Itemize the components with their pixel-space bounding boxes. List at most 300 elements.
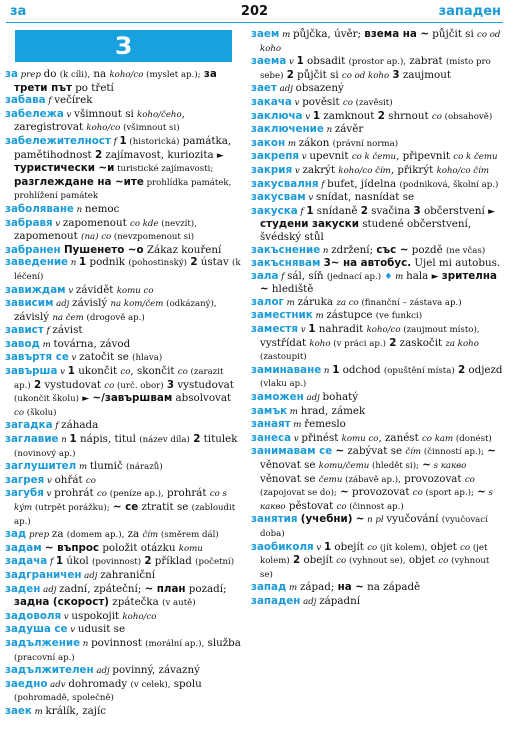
valency-text: co od koho [260,30,501,54]
valency-text: co od koho [341,70,390,81]
valency-text: s какво [430,461,467,471]
entry-headword: заведение [5,256,69,269]
bulgarian-phrase: ~ [355,513,365,526]
dictionary-entry [251,581,503,595]
translation-text: vystřídat [260,336,310,349]
dictionary-entry [5,705,242,719]
dictionary-entry [5,664,242,678]
grammar-label: m [76,462,90,473]
translation-text: snídat, nasnídat se [315,191,415,204]
translation-text: objet [405,554,439,567]
translation-text: zástupce [326,309,376,322]
translation-text: položit otázku [99,541,179,554]
dictionary-entry [5,94,242,108]
grammar-label: m [312,311,327,322]
usage-note: (k léčení) [14,258,241,282]
dictionary-entry [251,110,503,124]
translation-text: povinný, závazný [112,664,200,677]
valency-text: co kde [130,218,159,229]
usage-note: (k cíli), [59,70,91,80]
usage-note: (zapojovat se do); [260,488,337,499]
usage-note: (jet kolem) [260,542,488,567]
usage-note: (novinový ap.) [14,448,76,459]
entry-headword: заек [5,704,32,717]
grammar-label: f [47,557,56,568]
sense-number: 2 [377,109,385,122]
entry-headword: занеса [251,431,292,444]
dictionary-entry [251,418,503,432]
dictionary-entry [5,68,242,94]
translation-text: závidět [75,283,117,296]
valency-text: s какво [260,488,493,512]
left-column [5,28,242,746]
translation-text: přinést [301,431,342,444]
usage-note: (vyhnout se) [260,556,490,580]
entry-headword: закрепя [251,150,300,163]
translation-text: věnovat se [260,459,319,471]
dictionary-entry [251,150,503,164]
grammar-label: m [287,406,301,417]
entry-headword: заместник [251,309,313,322]
bulgarian-phrase: на ~ [337,581,364,594]
usage-note: (činností ap.); [421,447,484,458]
entry-headword: забранен [5,243,61,256]
valency-text: komu [178,543,203,554]
translation-text: bohatý [322,391,359,404]
dictionary-entry [251,595,503,609]
dictionary-entry [251,309,503,323]
valency-text: co s kým [14,489,227,513]
page-number: 202 [240,4,269,19]
translation-text: zapomenout [14,230,82,243]
usage-note: (zastoupit) [260,352,307,363]
valency-text: co [177,367,188,378]
entry-headword: заобиколя [251,540,314,553]
entry-headword: заглавие [5,433,59,446]
usage-note: (právní norma) [332,138,399,149]
bulgarian-phrase: студени закуски [260,218,359,231]
dictionary-entry [5,433,242,460]
entry-headword: загадка [5,419,53,432]
translation-text: večírek [54,94,93,107]
sense-number: 1 [296,55,304,68]
usage-note: (finanční – zástava ap.) [358,297,462,308]
usage-note: (obsahově) [441,111,493,122]
dictionary-entry [251,82,503,96]
translation-text: králík, zajíc [45,704,107,717]
translation-text: ukončit [74,365,121,378]
bulgarian-phrase: за трети път [14,68,217,94]
phrase-arrow-icon: ► [431,271,439,282]
entry-headword: закусвам [251,191,306,204]
dictionary-entry [251,55,503,82]
bulgarian-phrase: зрителна ~ [260,269,497,296]
grammar-label: v [305,193,316,204]
valency-text: co kam [421,433,454,444]
usage-note: (nevzpomenout si) [111,232,195,243]
entry-headword: зала [251,269,279,282]
sense-number: 2 [286,68,294,81]
entry-headword: загубя [5,487,44,500]
dictionary-entry [5,555,242,569]
usage-note: (nárazů) [126,462,163,473]
entry-headword: заглушител [5,460,77,473]
translation-text: , zanést [378,431,422,444]
dictionary-entry [5,528,242,542]
bulgarian-phrase: със ~ [376,243,409,256]
entry-headword: заема [251,55,287,68]
entry-headword: задача [5,555,48,568]
grammar-label: v [313,542,324,553]
grammar-label: v [43,489,55,500]
dictionary-entry [251,191,503,205]
translation-text: , přikrýt [390,163,437,176]
translation-text: obejít [300,554,337,567]
translation-text: spolu [170,677,202,690]
usage-note: (myslet ap.); [143,70,201,80]
grammar-label: v [292,165,303,176]
valency-text: na čem [52,312,84,323]
translation-text: , zaregistrovat [14,107,185,134]
bulgarian-phrase: ~ [335,445,345,458]
sense-number: 1 [69,433,77,446]
translation-text: absolvovat [172,392,232,405]
valency-text: co [438,556,449,567]
translation-text: západní [319,594,360,607]
usage-note: (morální ap.), [145,638,205,649]
entry-headword: занимавам се [251,445,333,458]
grammar-label: v [68,353,80,364]
translation-text: hala [406,269,432,282]
usage-note: (urč. obor) [114,380,164,391]
translation-text: udusit se [77,623,126,636]
dictionary-entry [5,244,242,257]
grammar-label: m [283,297,298,308]
sense-number: 1 [119,134,127,147]
dictionary-entry [5,487,242,528]
translation-text: na západě [363,581,421,594]
usage-note: (domem ap.), [66,530,125,541]
entry-headword: завод [5,337,40,350]
translation-text: Zákaz kouření [143,243,222,256]
translation-text: sál, síň [287,269,327,282]
entry-headword: заключение [251,123,324,136]
grammar-label: m [285,138,299,149]
dictionary-entry [251,244,503,258]
usage-note: (jít kolem), [377,542,428,553]
entry-headword: забравя [5,216,53,229]
valency-text: komu co [116,285,154,296]
grammar-label: f [52,421,62,432]
bulgarian-phrase: взема на ~ [364,28,430,40]
translation-text: obsadit [303,55,349,68]
translation-text: Ujel mi autobus. [411,257,501,270]
dictionary-entry [5,623,242,637]
translation-text: upevnit [309,150,352,163]
entry-headword: заден [5,582,41,595]
header-rule [6,22,503,23]
dictionary-entry [5,474,242,488]
grammar-label: adj [300,596,320,607]
valency-text: co [104,380,115,391]
sense-number: 1 [55,555,64,568]
translation-text: nahradit [315,323,367,336]
grammar-label: v [291,433,302,444]
bulgarian-phrase: ~ въпрос [44,541,100,554]
phrase-arrow-icon: ► [216,150,224,161]
grammar-label: f [297,206,307,217]
grammar-label: n [80,638,92,649]
valency-text: na kom/čem [110,299,164,310]
header-first-word: за [10,4,27,19]
valency-text: komu co [341,433,379,444]
valency-text: co [85,475,96,486]
translation-text: , připevnit [396,150,454,163]
translation-text: záruka [297,295,337,308]
grammar-label: m [39,339,54,350]
grammar-label: adj [40,584,60,595]
translation-text: pověsit [302,95,343,108]
usage-note: (donést) [453,433,492,444]
translation-text: do [43,68,60,80]
entry-headword: закъснение [251,243,321,256]
usage-note: (místo pro sebe) [260,57,491,81]
dictionary-entry [5,135,242,203]
dictionary-entry [251,164,503,178]
dictionary-entry [5,203,242,217]
valency-text: co [336,556,347,567]
sense-number: 2 [389,336,397,349]
usage-note: (činnost ap.) [346,501,404,512]
sense-number: 2 [144,555,152,568]
translation-text: snídaně [313,204,361,217]
usage-note: (pracovní ap.) [14,652,75,663]
entry-headword: забележителност [5,134,111,147]
entry-headword: залог [251,295,284,308]
entry-headword: закон [251,136,286,149]
translation-text: zajímavost, kuriozita [102,148,217,161]
translation-text: pěstovat [285,499,337,512]
translation-text: za [51,528,67,541]
right-column [251,28,503,746]
valency-text: co [96,489,107,500]
translation-text: závislý [14,310,53,323]
translation-text: občerstvení [420,204,489,217]
entry-headword: закрия [251,163,293,176]
grammar-label: v [291,97,303,108]
bulgarian-phrase: ~/завършвам [92,392,173,405]
sense-number: 1 [332,363,340,376]
translation-text: obsazený [295,82,344,95]
valency-text: co [14,407,24,418]
dictionary-entry [251,432,503,446]
entry-headword: закуска [251,204,298,217]
grammar-label: v [63,109,75,120]
phrase-arrow-icon: ► [488,206,496,217]
bulgarian-phrase: ~ [422,459,431,471]
sense-number: 2 [190,256,198,269]
dictionary-entry [5,365,242,419]
translation-text: památka, pamětihodnost [14,134,232,161]
grammar-label: v [299,152,310,163]
valency-text: koho/čeho [137,109,182,120]
valency-text: koho/co [366,325,401,336]
translation-text: závist [52,324,83,337]
grammar-label: f [43,326,53,337]
grammar-label: f [278,271,288,282]
entry-headword: зависим [5,297,54,310]
entry-headword: закъснявам [251,257,321,270]
translation-text: podnik [86,256,129,269]
valency-text: za co [336,297,359,308]
dictionary-entry [5,217,242,244]
sense-number: 3 [413,204,421,217]
valency-text: koho/co [86,123,121,134]
dictionary-entry [5,324,242,338]
translation-text: půjčka, úvěr; [292,28,365,40]
usage-note: (všimnout si) [120,123,180,134]
usage-note: (ve funkci) [375,311,423,322]
translation-text: po třetí [71,81,114,94]
translation-text: odchod [339,363,384,376]
dictionary-entry [5,569,242,583]
usage-note: (název díla) [139,435,190,446]
valency-text: co [464,474,475,485]
translation-text: zabývat se [344,445,406,458]
grammar-label: v [52,218,63,229]
dictionary-entry [251,296,503,310]
dictionary-entry [5,351,242,365]
entry-headword: зад [5,528,27,541]
valency-text: co [412,488,423,499]
translation-text: zamknout [320,109,378,122]
grammar-label: adj [276,84,296,95]
translation-text: zapomenout [62,216,130,229]
valency-text: čím [405,447,422,458]
usage-note: (zaujmout místo), [400,325,480,336]
entry-headword: заем [251,28,280,40]
grammar-label: f [318,179,328,190]
translation-text: hrad, zámek [300,404,366,417]
entry-headword: завиждам [5,283,66,296]
entry-headword: занаят [251,418,291,431]
valency-text: čemu [318,474,343,485]
sense-number: 3 [392,68,400,81]
translation-text: na [90,68,110,80]
entry-headword: заминаване [251,363,322,376]
dictionary-entry [5,637,242,664]
valency-text: co [367,542,378,553]
translation-text: studené občerstvení, švédský stůl [260,218,472,243]
entry-headword: заместя [251,323,299,336]
usage-note: (prostor ap.), [348,57,407,68]
translation-text: tlumič [89,460,127,473]
translation-text: zahraniční [100,568,156,581]
section-letter-box: З [15,30,232,62]
usage-note: (zabloudit ap.) [14,503,236,527]
entry-headword: загрея [5,473,45,486]
grammar-label: v [61,611,72,622]
translation-text: titulek [200,433,238,446]
translation-text: příklad [151,555,196,568]
dictionary-entry [5,583,242,610]
grammar-label: v [67,625,78,636]
translation-text: zabrat [406,55,446,68]
translation-text: prohrát [54,487,97,500]
dictionary-entry [5,284,242,298]
bulgarian-phrase: ~ [477,486,486,499]
dictionary-entry [5,542,242,556]
usage-note: (podniková, školní ap.) [399,179,499,190]
entry-headword: забава [5,94,46,107]
dictionary-entry [251,405,503,419]
valency-text: koho [309,338,331,349]
dictionary-entry [5,610,242,624]
dictionary-entry [251,178,503,192]
entry-headword: заможен [251,391,304,404]
translation-text: řemeslo [304,418,346,431]
translation-text: , skončit [130,365,178,378]
valency-text: co [342,97,353,108]
dictionary-entry [251,123,503,137]
usage-note: (početní) [195,557,235,568]
usage-note: (odkázaný), [163,299,217,310]
grammar-label: n pl [364,515,387,526]
translation-text: půjčit si [293,68,342,81]
dictionary-entry [251,445,503,513]
grammar-label: n [58,435,70,446]
usage-note: (povinnost) [91,557,142,568]
translation-text: služba [204,636,241,649]
grammar-label: n [68,258,80,269]
usage-note: (ukončit školu) [14,394,79,405]
grammar-label: f [110,136,120,147]
usage-note: (zábavě ap.), [342,474,401,485]
sense-number: 2 [360,204,368,217]
translation-text: půjčit si [429,28,478,40]
translation-text: úkol [63,555,92,568]
translation-text: svačina [367,204,414,217]
entry-headword: замък [251,404,288,417]
translation-text: ohřát [54,473,86,486]
entry-headword: задължителен [5,664,94,677]
entry-headword: завърша [5,365,58,378]
entry-headword: заключа [251,109,303,122]
dictionary-entry [251,364,503,391]
grammar-label: m [392,271,407,282]
usage-note: (pohromadě, společně) [14,693,114,704]
grammar-label: prep [26,530,52,541]
translation-text: bufet, jídelna [327,177,400,190]
dictionary-entry [251,513,503,540]
valency-text: čím [142,530,159,541]
sense-number: 1 [312,109,320,122]
usage-note: (nevzít), [158,218,197,229]
grammar-label: v [44,475,55,486]
translation-text: zaskočit [396,336,446,349]
bulgarian-phrase: задна (скорост) [14,596,109,609]
valency-text: koho/co [122,611,157,622]
translation-text: provozovat [348,486,413,499]
dictionary-entry [251,96,503,110]
bulgarian-phrase: 3~ на автобус. [323,257,412,270]
dictionary-entry [251,541,503,582]
entry-headword: западен [251,594,301,607]
sense-number: 3 [166,378,175,391]
usage-note: (zarazit ap.) [14,367,224,391]
sense-number: 2 [457,363,466,376]
usage-note: (pohostinský) [128,258,188,269]
